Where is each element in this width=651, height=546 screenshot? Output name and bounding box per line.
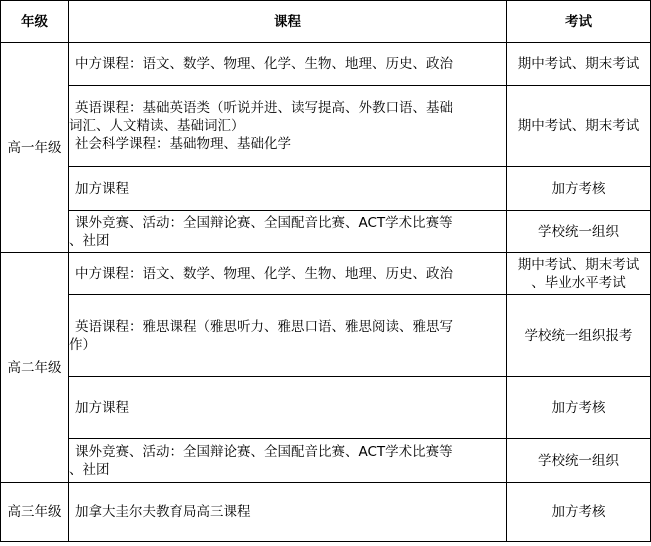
- course-line: 、社团: [69, 232, 110, 249]
- course-cell: [69, 167, 507, 211]
- course-line: 加方课程: [75, 399, 129, 416]
- header-row: [1, 1, 651, 43]
- table-row: [1, 295, 651, 377]
- course-line: 加拿大圭尔夫教育局高三课程: [75, 504, 251, 520]
- exam-line: 加方考核: [551, 180, 606, 197]
- exam-line: 期中考试、期末考试: [517, 56, 640, 72]
- exam-line: 学校统一组织: [538, 452, 619, 469]
- course-cell: [69, 43, 507, 86]
- exam-line: 期中考试、期末考试: [517, 256, 640, 273]
- exam-line: 学校统一组织: [538, 223, 619, 240]
- exam-cell: [507, 211, 651, 253]
- header-exam: 考试: [507, 1, 651, 43]
- table-row: [1, 167, 651, 211]
- table-row: [1, 86, 651, 167]
- grade-cell-g12: 高三年级: [1, 483, 69, 542]
- exam-cell: [507, 167, 651, 211]
- course-cell: [69, 483, 507, 542]
- exam-cell: [507, 377, 651, 439]
- exam-line: 学校统一组织报考: [524, 327, 633, 344]
- exam-line: 、毕业水平考试: [531, 274, 626, 291]
- exam-cell: [507, 43, 651, 86]
- course-line: 中方课程：语文、数学、物理、化学、生物、地理、历史、政治: [75, 56, 453, 72]
- course-cell: [69, 377, 507, 439]
- exam-cell: [507, 483, 651, 542]
- course-line: 课外竞赛、活动：全国辩论赛、全国配音比赛、ACT学术比赛等: [75, 443, 453, 460]
- course-line: 词汇、人文精读、基础词汇）: [69, 118, 245, 134]
- course-line: 社会科学课程：基础物理、基础化学: [75, 136, 291, 152]
- course-line: 英语课程：雅思课程（雅思听力、雅思口语、雅思阅读、雅思写: [75, 318, 453, 335]
- course-cell: [69, 295, 507, 377]
- grade-cell-g11: 高二年级: [1, 253, 69, 483]
- exam-cell: [507, 295, 651, 377]
- course-line: 课外竞赛、活动：全国辩论赛、全国配音比赛、ACT学术比赛等: [75, 214, 453, 231]
- course-cell: [69, 253, 507, 295]
- table-row: [1, 43, 651, 86]
- table-row: [1, 483, 651, 542]
- course-line: 英语课程：基础英语类（听说并进、读写提高、外教口语、基础: [75, 100, 453, 116]
- table-row: [1, 211, 651, 253]
- exam-line: 加方考核: [551, 504, 606, 520]
- table-row: [1, 377, 651, 439]
- course-line: 加方课程: [75, 180, 129, 197]
- course-cell: [69, 211, 507, 253]
- course-line: 中方课程：语文、数学、物理、化学、生物、地理、历史、政治: [75, 265, 453, 282]
- exam-cell: [507, 253, 651, 295]
- table-row: [1, 253, 651, 295]
- table-row: [1, 439, 651, 483]
- course-line: 、社团: [69, 461, 110, 478]
- header-course: 课程: [69, 1, 507, 43]
- course-cell: [69, 86, 507, 167]
- exam-cell: [507, 86, 651, 167]
- exam-line: 加方考核: [551, 399, 606, 416]
- header-grade: 年级: [1, 1, 69, 43]
- course-line: 作）: [69, 336, 96, 353]
- course-cell: [69, 439, 507, 483]
- exam-cell: [507, 439, 651, 483]
- exam-line: 期中考试、期末考试: [517, 118, 640, 134]
- grade-cell-g10: 高一年级: [1, 43, 69, 253]
